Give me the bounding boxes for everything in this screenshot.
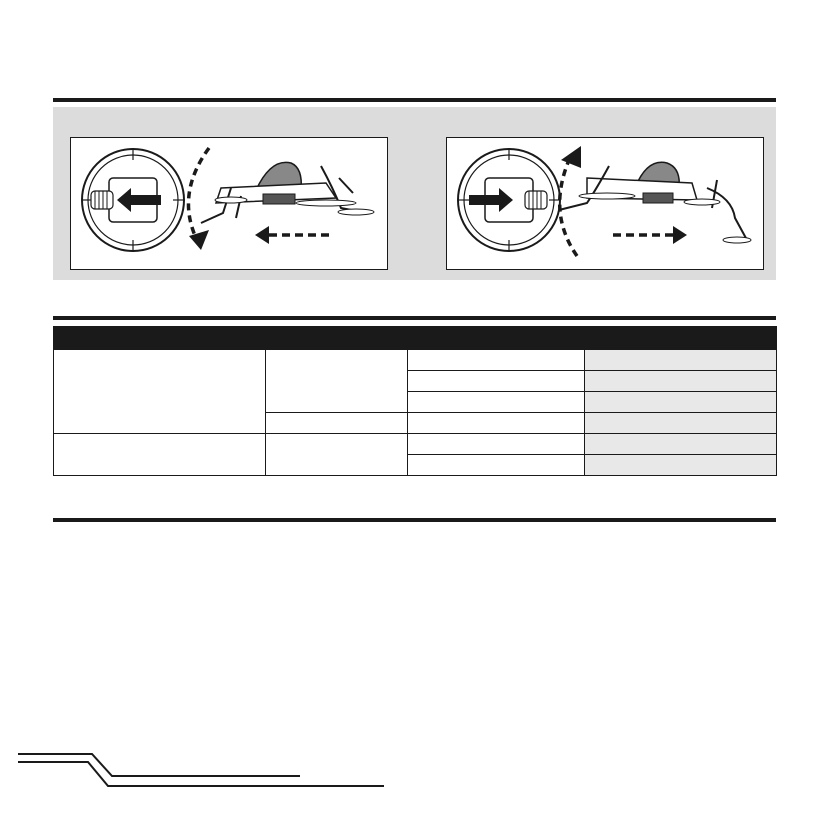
rotation-arrow-icon (188, 148, 209, 238)
drone-icon (559, 162, 751, 243)
control-stick-dial (82, 149, 184, 251)
footer-decoration (0, 740, 400, 800)
control-stick-dial (458, 149, 560, 251)
table-cell (585, 434, 777, 455)
table-header-cell (585, 327, 777, 350)
table-header-row (54, 327, 777, 350)
table-cell (54, 350, 266, 434)
diagram-right (446, 137, 764, 270)
spring-icon (91, 191, 113, 209)
section-rule-bottom (53, 518, 776, 522)
table-cell (585, 413, 777, 434)
section-rule-middle (53, 316, 776, 320)
table-cell (266, 350, 408, 413)
table-row (54, 434, 777, 455)
spec-table (53, 326, 777, 476)
table-cell (408, 434, 585, 455)
table-cell (585, 371, 777, 392)
section-rule-top (53, 98, 776, 102)
table-cell (266, 413, 408, 434)
table-cell (585, 455, 777, 476)
table-cell (408, 371, 585, 392)
diagram-left (70, 137, 388, 270)
table-cell (585, 350, 777, 371)
table-cell (408, 392, 585, 413)
table-cell (408, 350, 585, 371)
table-cell (54, 434, 266, 476)
table-cell (585, 392, 777, 413)
table-header-cell (408, 327, 585, 350)
table-header-cell (266, 327, 408, 350)
table-cell (266, 434, 408, 476)
table-header-cell (54, 327, 266, 350)
table-row (54, 350, 777, 371)
table-cell (408, 413, 585, 434)
drone-icon (201, 162, 374, 223)
diagram-left-svg (71, 138, 389, 271)
spring-icon (525, 191, 547, 209)
table-cell (408, 455, 585, 476)
diagram-right-svg (447, 138, 765, 271)
